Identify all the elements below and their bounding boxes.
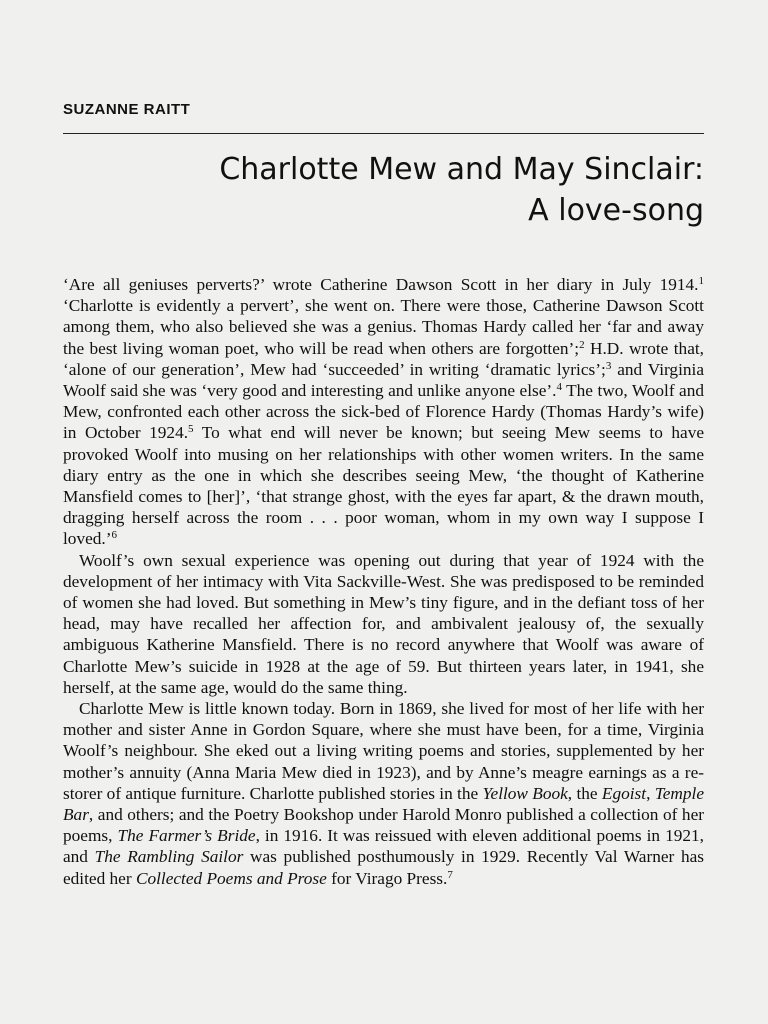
header-rule [63, 133, 704, 134]
text-run: , and others; and the Poetry Bookshop under Harold Monro published a collection of her poems, [63, 805, 704, 846]
text-run: The two, Woolf and Mew, confronted each other across the sick-bed of Florence Hardy (Thomas Hardy’s wife) in October 1924. [63, 381, 704, 443]
text-run: Woolf’s own sexual experience was opening out during that year of 1924 with the development of her intimacy with Vita Sackville-West. She was predisposed to be reminded of women she had loved. But something in Mew’s tiny figure, and in the defiant toss of her head, may have recalled her affection for, and ambivalent jealousy of, the sexually ambiguous Katherine Mansfield. There is no record anywhere that Woolf was aware of Charlotte Mew’s suicide in 1928 at the age of 59. But thirteen years later, in 1941, she herself, at the same age, would do the same thing. [63, 550, 704, 697]
text-run: H.D. wrote that, ‘alone of our generation’, Mew had ‘succeeded’ in writing ‘dramatic lyrics’; [63, 338, 704, 379]
footnote-marker: 3 [605, 359, 612, 372]
chapter-title-line-2: A love-song [528, 193, 704, 228]
body-text [63, 274, 704, 889]
footnote-marker: 7 [447, 868, 453, 881]
footnote-marker: 4 [556, 381, 562, 394]
text-run: was published posthumously in 1929. Recently Val Warner has edited her [63, 847, 704, 888]
footnote-marker: 6 [111, 529, 117, 542]
text-run: , the [567, 783, 602, 803]
running-head-author: SUZANNE RAITT [63, 101, 191, 118]
text-run: To what end will never be known; but seeing Mew seems to have provoked Woolf into musing on her relationships with other women writers. In the same diary entry as the one in which she describes seeing Mew, ‘the thought of Katherine Mansfield comes to [her]’, ‘that strange ghost, with the eyes far apart, & the drawn mouth, dragging herself across the room . . . poor woman, whom in my own way I suppose I loved.’ [63, 423, 705, 549]
text-run: for Virago Press. [326, 868, 448, 888]
footnote-marker: 2 [579, 338, 585, 351]
text-run: , [646, 783, 655, 803]
italic-title: The Rambling Sailor [94, 847, 244, 867]
footnote-marker: 5 [188, 423, 194, 436]
italic-title: Temple Bar [63, 783, 705, 825]
text-run: Charlotte Mew is little known today. Born in 1869, she lived for most of her life with her mother and sister Anne in Gordon Square, where she must have been, for a time, Virginia Woolf’s neighbour. She eked out a living writing poems and stories, supplemented by her mother’s annuity (Anna Maria Mew died in 1923), and by Anne’s meagre earnings as a re-storer of antique furniture. Charlotte published stories in the [63, 699, 704, 803]
text-run: and Virginia Woolf said she was ‘very good and interesting and unlike anyone else’. [63, 359, 704, 401]
paragraph [63, 274, 704, 550]
footnote-marker: 1 [698, 275, 704, 287]
italic-title: Collected Poems and Prose [135, 868, 327, 888]
chapter-title-line-1: Charlotte Mew and May Sinclair: [219, 152, 704, 187]
text-run: , in 1916. It was reissued with eleven additional poems in 1921, and [63, 826, 704, 867]
paragraph [63, 698, 704, 889]
text-run: ‘Charlotte is evidently a pervert’, she went on. There were those, Catherine Dawson Scott among them, who also believed she was a genius. Thomas Hardy called her ‘far and away the best living woman poet, who will be read when others are forgotten’; [63, 296, 704, 358]
italic-title: Egoist [601, 783, 647, 803]
text-run: ‘Are all geniuses perverts?’ wrote Catherine Dawson Scott in her diary in July 1914. [63, 275, 699, 294]
chapter-title [63, 149, 704, 231]
italic-title: Yellow Book [482, 783, 568, 803]
italic-title: The Farmer’s Bride [117, 826, 256, 846]
paragraph [63, 550, 704, 698]
